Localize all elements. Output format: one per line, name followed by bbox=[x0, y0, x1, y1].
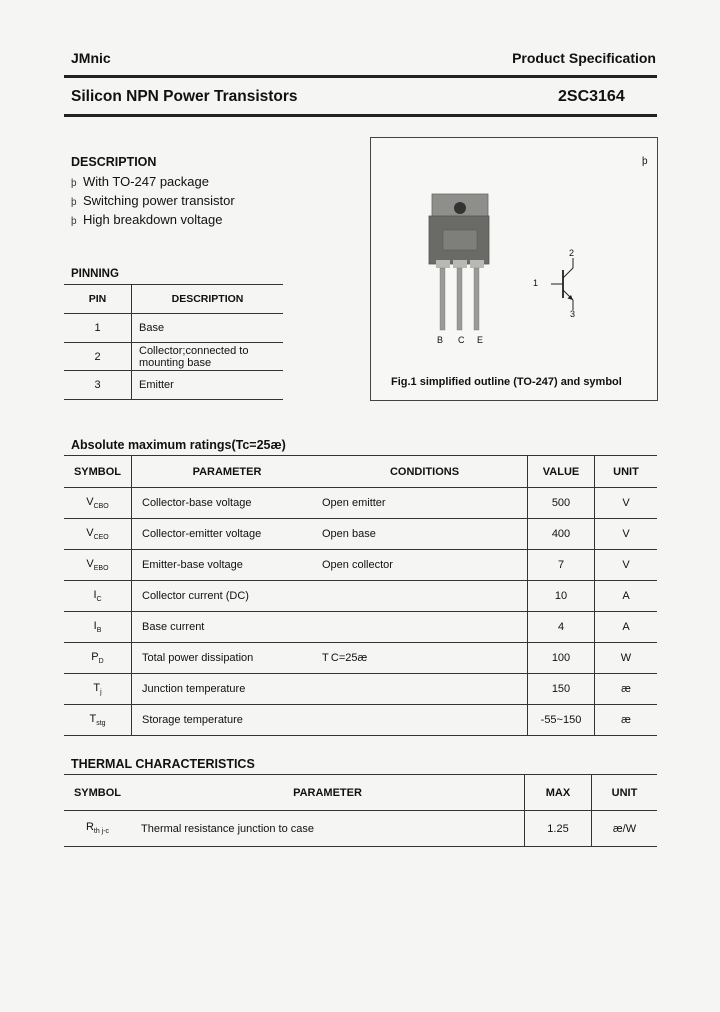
table-row: $T_{stg}$ Storage temperature -55~150 æ bbox=[64, 705, 657, 736]
lead-label: E bbox=[477, 335, 484, 345]
bullet-icon: þ bbox=[71, 216, 77, 227]
col-header: UNIT bbox=[595, 456, 658, 488]
feature-item: þ With TO-247 package bbox=[71, 174, 209, 189]
symbol-cell: $T_j$ bbox=[64, 674, 132, 705]
col-header: PARAMETER bbox=[132, 456, 323, 488]
col-header: VALUE bbox=[528, 456, 595, 488]
col-header: MAX bbox=[525, 775, 592, 811]
table-row: $T_j$ Junction temperature 150 æ bbox=[64, 674, 657, 705]
thermal-table bbox=[64, 774, 657, 847]
symbol-cell: $I_B$ bbox=[64, 612, 132, 643]
col-header: PARAMETER bbox=[131, 775, 525, 811]
feature-item: þ Switching power transistor bbox=[71, 193, 235, 208]
symbol-cell: $R_{th j-c}$ bbox=[64, 811, 131, 847]
lead-label: B bbox=[437, 335, 444, 345]
figure-caption: Fig.1 simplified outline (TO-247) and symbol bbox=[391, 376, 622, 388]
table-row: $I_B$ Base current 4 A bbox=[64, 612, 657, 643]
symbol-cell: $T_{stg}$ bbox=[64, 705, 132, 736]
ratings-table bbox=[64, 455, 657, 736]
pinning-table bbox=[64, 284, 283, 400]
bullet-icon: þ bbox=[71, 197, 77, 208]
symbol-cell: $V_{CBO}$ bbox=[64, 488, 132, 519]
header-rule bbox=[64, 75, 657, 78]
symbol-pin-label: 1 bbox=[533, 278, 539, 288]
table-row: $V_{EBO}$ Emitter-base voltage Open collector 7 V bbox=[64, 550, 657, 581]
description-heading: DESCRIPTION bbox=[71, 155, 157, 169]
pin-col-header: PIN bbox=[64, 285, 132, 314]
thermal-heading: THERMAL CHARACTERISTICS bbox=[71, 757, 255, 771]
col-header: UNIT bbox=[592, 775, 658, 811]
table-row: $R_{th j-c}$ Thermal resistance junction to case 1.25 æ/W bbox=[64, 811, 657, 847]
ratings-heading: Absolute maximum ratings(Tc=25æ) bbox=[71, 438, 286, 452]
bullet-icon: þ bbox=[71, 178, 77, 189]
table-row: $V_{CEO}$ Collector-emitter voltage Open base 400 V bbox=[64, 519, 657, 550]
table-row: $V_{CBO}$ Collector-base voltage Open emitter 500 V bbox=[64, 488, 657, 519]
lead-label: C bbox=[458, 335, 465, 345]
feature-item: þ High breakdown voltage bbox=[71, 212, 223, 227]
title-rule bbox=[64, 114, 657, 117]
symbol-cell: $V_{EBO}$ bbox=[64, 550, 132, 581]
table-row: $P_D$ Total power dissipation T C=25æ 100 W bbox=[64, 643, 657, 674]
table-row: 1 Base bbox=[64, 314, 283, 343]
corner-mark: þ bbox=[642, 156, 648, 167]
table-row: 2 Collector;connected to mounting base bbox=[64, 343, 283, 371]
symbol-pin-label: 3 bbox=[570, 309, 576, 319]
symbol-cell: $I_C$ bbox=[64, 581, 132, 612]
part-number: 2SC3164 bbox=[558, 88, 625, 105]
table-row: 3 Emitter bbox=[64, 371, 283, 400]
figure-box bbox=[370, 137, 658, 401]
to247-package-drawing bbox=[371, 138, 657, 400]
col-header: CONDITIONS bbox=[322, 456, 528, 488]
symbol-cell: $P_D$ bbox=[64, 643, 132, 674]
product-title: Silicon NPN Power Transistors bbox=[71, 88, 298, 105]
brand-name: JMnic bbox=[71, 50, 111, 66]
symbol-pin-label: 2 bbox=[569, 248, 575, 258]
symbol-cell: $V_{CEO}$ bbox=[64, 519, 132, 550]
col-header: SYMBOL bbox=[64, 775, 131, 811]
desc-col-header: DESCRIPTION bbox=[132, 285, 284, 314]
table-row: $I_C$ Collector current (DC) 10 A bbox=[64, 581, 657, 612]
pinning-heading: PINNING bbox=[71, 268, 119, 280]
col-header: SYMBOL bbox=[64, 456, 132, 488]
doc-type: Product Specification bbox=[512, 50, 656, 66]
